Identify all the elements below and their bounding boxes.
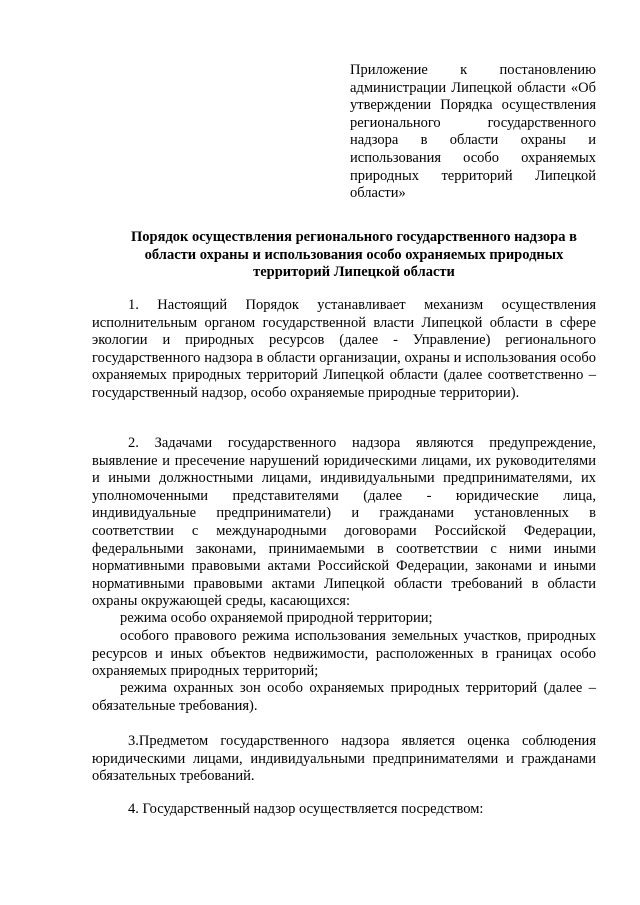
paragraph-2-item: режима охранных зон особо охраняемых природных территорий (далее – обязательные требования). [92,680,596,714]
paragraph-2: 2. Задачами государственного надзора являются предупреждение, выявление и пресечение нарушений юридическими лицами, их руководителями и иными должностными лицами, индивидуальными предпринимателями, их уполномоченными представителями (далее - юридические лица, индивидуальные предприниматели) и гражданами установленных в соответствии с международными договорами Российской Федерации, федеральными законами, принимаемыми в соответствии с ними иными нормативными правовыми актами Российской Федерации, законами и иными нормативными правовыми актами Липецкой области требований в области охраны окружающей среды, касающихся: [92,435,596,610]
paragraph-4: 4. Государственный надзор осуществляется посредством: [128,801,484,817]
paragraph-2-item: режима особо охраняемой природной территории; [120,610,433,626]
appendix-note: Приложение к постановлению администрации Липецкой области «Об утверждении Порядка осуществления регионального государственного надзора в области охраны и использования особо охраняемых природных территорий Липецкой области» [350,62,596,202]
paragraph-2-item: особого правового режима использования земельных участков, природных ресурсов и иных объектов недвижимости, расположенных в границах особо охраняемых природных территорий; [92,628,596,680]
paragraph-1: 1. Настоящий Порядок устанавливает механизм осуществления исполнительным органом государственной власти Липецкой области в сфере экологии и природных ресурсов (далее - Управление) регионального государственного надзора в области организации, охраны и использования особо охраняемых природных территорий Липецкой области (далее соответственно – государственный надзор, особо охраняемые природные территории). [92,297,596,401]
document-title: Порядок осуществления регионального государственного надзора в области охраны и использования особо охраняемых природных территорий Липецкой области [131,229,577,281]
paragraph-3: 3.Предметом государственного надзора является оценка соблюдения юридическими лицами, индивидуальными предпринимателями и гражданами обязательных требований. [92,733,596,785]
